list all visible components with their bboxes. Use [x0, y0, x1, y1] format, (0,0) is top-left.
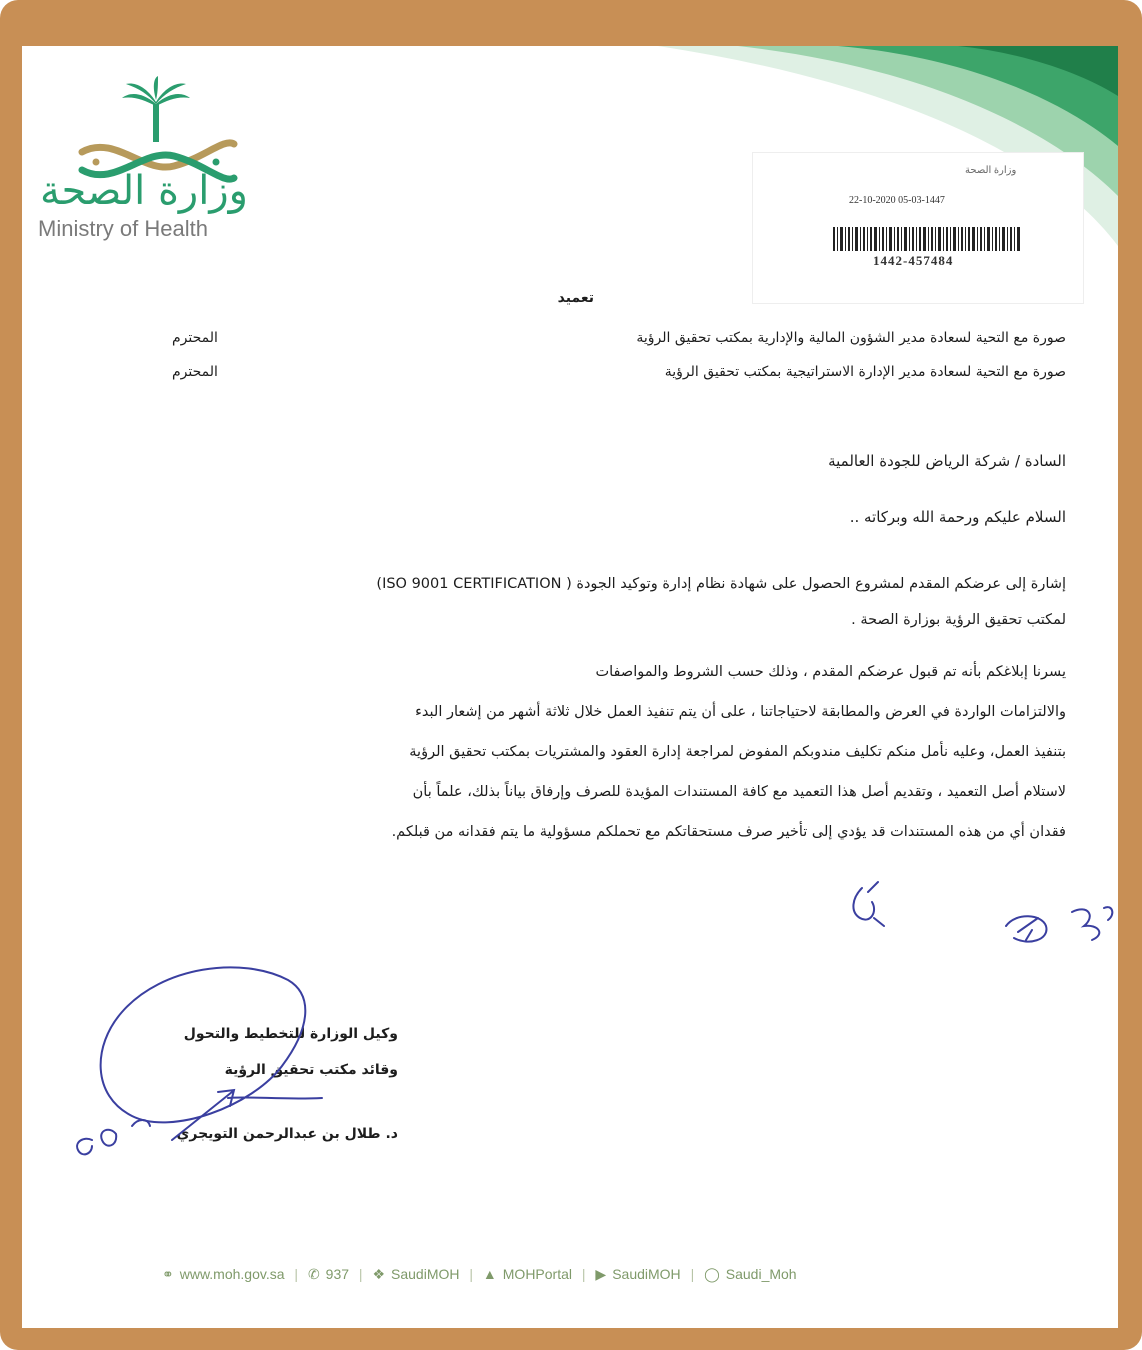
footer-separator: | — [581, 1266, 586, 1282]
paragraph-2-line-2: والالتزامات الواردة في العرض والمطابقة لاحتياجاتنا ، على أن يتم تنفيذ العمل خلال ثلاثة أشهر من إشعار البدء — [415, 704, 1066, 720]
letter-subject: تعميد — [557, 290, 594, 306]
recipient-line: السادة / شركة الرياض للجودة العالمية — [828, 452, 1066, 470]
cc-line-1: صورة مع التحية لسعادة مدير الشؤون المالية والإدارية بمكتب تحقيق الرؤية — [636, 330, 1066, 346]
footer-instagram: Saudi_Moh — [725, 1266, 797, 1282]
paragraph-2-line-5: فقدان أي من هذه المستندات قد يؤدي إلى تأخير صرف مستحقاتكم مع تحملكم مسؤولية ما يتم فقدانه من قبلكم. — [391, 824, 1066, 840]
cc-line-2: صورة مع التحية لسعادة مدير الإدارة الاستراتيجية بمكتب تحقيق الرؤية — [664, 364, 1066, 380]
footer-separator: | — [690, 1266, 695, 1282]
footer-separator: | — [358, 1266, 363, 1282]
letter-footer — [162, 1266, 803, 1283]
footer-twitter: SaudiMOH — [391, 1266, 460, 1282]
portal-icon: ▲ — [482, 1266, 497, 1282]
stamp-reference-number: 1442-457484 — [873, 253, 954, 268]
greeting-line: السلام عليكم ورحمة الله وبركاته .. — [849, 508, 1066, 526]
footer-separator: | — [294, 1266, 299, 1282]
footer-portal: MOHPortal — [502, 1266, 572, 1282]
signatory-title-line-2: وقائد مكتب تحقيق الرؤية — [224, 1062, 398, 1078]
logo-english-name: Ministry of Health — [38, 216, 208, 241]
paragraph-2-line-4: لاستلام أصل التعميد ، وتقديم أصل هذا التعميد مع كافة المستندات المؤيدة للصرف وإرفاق بياناً بذلك، علماً بأن — [412, 784, 1066, 800]
stamp-date: 22-10-2020 05-03-1447 — [849, 195, 945, 206]
twitter-icon: ❖ — [372, 1266, 386, 1282]
cc-honorific-2: المحترم — [172, 364, 218, 380]
cc-honorific-1: المحترم — [172, 330, 218, 346]
signatory-title-line-1: وكيل الوزارة للتخطيط والتحول — [183, 1026, 398, 1042]
paragraph-2-line-1: يسرنا إبلاغكم بأنه تم قبول عرضكم المقدم ، وذلك حسب الشروط والمواصفات — [595, 664, 1066, 680]
youtube-icon: ▶ — [595, 1266, 607, 1282]
paragraph-1-line-1: إشارة إلى عرضكم المقدم لمشروع الحصول على شهادة نظام إدارة وتوكيد الجودة ( ISO 9001 CERTIFICATION) — [376, 576, 1066, 592]
paragraph-2-line-3: بتنفيذ العمل، وعليه نأمل منكم تكليف مندوبكم المفوض لمراجعة إدارة العقود والمشتريات بمكتب تحقيق الرؤية — [409, 744, 1066, 760]
letter-page — [22, 46, 1118, 1328]
phone-icon: ✆ — [307, 1266, 320, 1282]
footer-phone: 937 — [325, 1266, 350, 1282]
logo-arabic-name: وزارة الصحة — [40, 168, 248, 214]
signatory-name: د. طلال بن عبدالرحمن التويجري — [176, 1126, 398, 1142]
footer-youtube: SaudiMOH — [612, 1266, 681, 1282]
footer-website: www.moh.gov.sa — [179, 1266, 285, 1282]
handwritten-signatures — [22, 46, 1118, 1328]
instagram-icon: ◯ — [704, 1266, 720, 1282]
paragraph-1-line-2: لمكتب تحقيق الرؤية بوزارة الصحة . — [851, 612, 1066, 628]
stamp-ministry-label: وزارة الصحة — [965, 165, 1017, 176]
footer-separator: | — [469, 1266, 474, 1282]
web-icon: ⚭ — [162, 1266, 174, 1282]
